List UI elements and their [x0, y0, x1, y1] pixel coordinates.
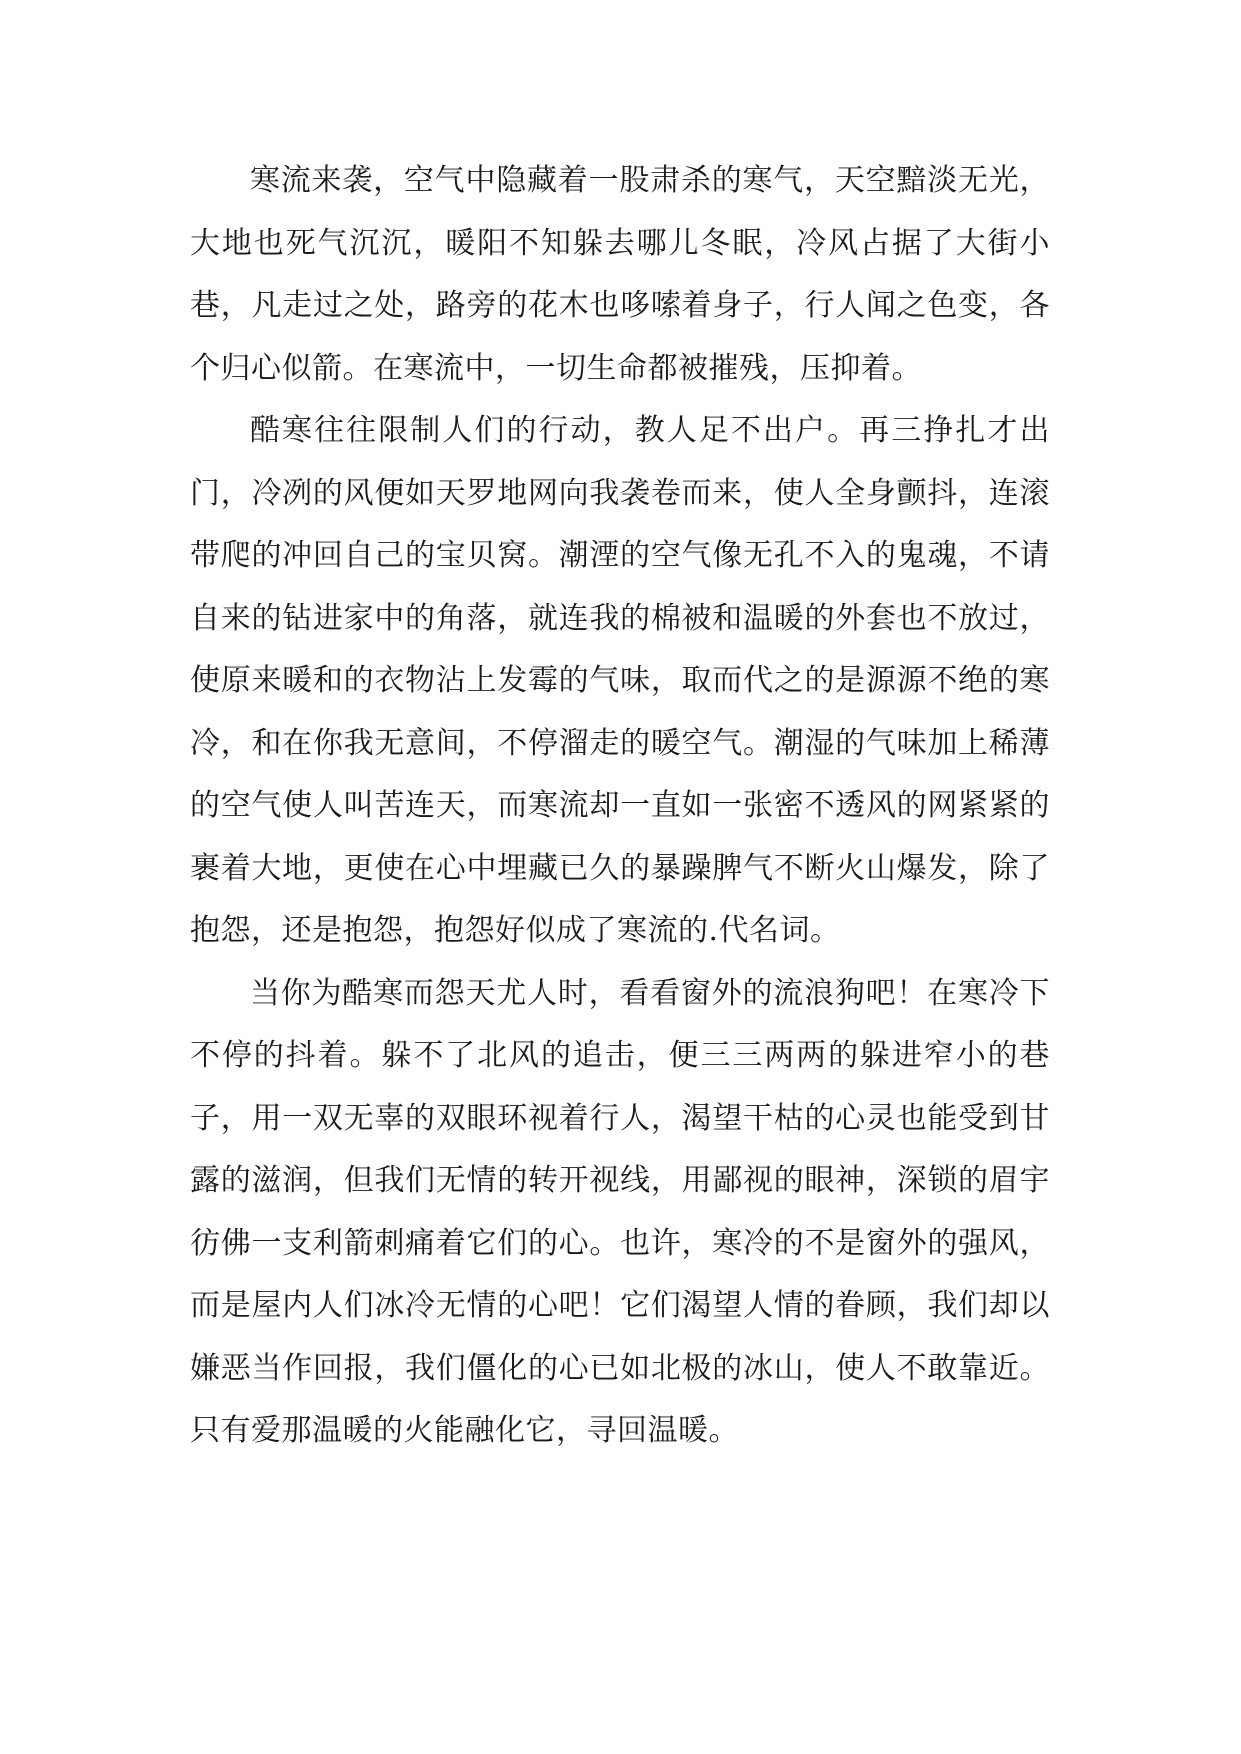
paragraph-1: 寒流来袭，空气中隐藏着一股肃杀的寒气，天空黯淡无光，大地也死气沉沉，暖阳不知躲去哪儿冬眠，冷风占据了大街小巷，凡走过之处，路旁的花木也哆嗦着身子，行人闻之色变，各个归心似箭。在寒流中，一切生命都被摧残，压抑着。 [190, 163, 1050, 386]
paragraph-2: 酷寒往往限制人们的行动，教人足不出户。再三挣扎才出门，冷冽的风便如天罗地网向我袭卷而来，使人全身颤抖，连滚带爬的冲回自己的宝贝窝。潮湮的空气像无孔不入的鬼魂，不请自来的钻进家中的角落，就连我的棉被和温暖的外套也不放过，使原来暖和的衣物沾上发霉的气味，取而代之的是源源不绝的寒冷，和在你我无意间，不停溜走的暖空气。潮湿的气味加上稀薄的空气使人叫苦连天，而寒流却一直如一张密不透风的网紧紧的裹着大地，更使在心中埋藏已久的暴躁脾气不断火山爆发，除了抱怨，还是抱怨，抱怨好似成了寒流的.代名词。 [190, 413, 1050, 948]
paragraph-3: 当你为酷寒而怨天尤人时，看看窗外的流浪狗吧！在寒冷下不停的抖着。躲不了北风的追击，便三三两两的躲进窄小的巷子，用一双无辜的双眼环视着行人，渴望干枯的心灵也能受到甘露的滋润，但我们无情的转开视线，用鄙视的眼神，深锁的眉宇彷佛一支利箭刺痛着它们的心。也许，寒冷的不是窗外的强风，而是屋内人们冰冷无情的心吧！它们渴望人情的眷顾，我们却以嫌恶当作回报，我们僵化的心已如北极的冰山，使人不敢靠近。只有爱那温暖的火能融化它，寻回温暖。 [190, 975, 1050, 1448]
document-body [190, 150, 1050, 1463]
